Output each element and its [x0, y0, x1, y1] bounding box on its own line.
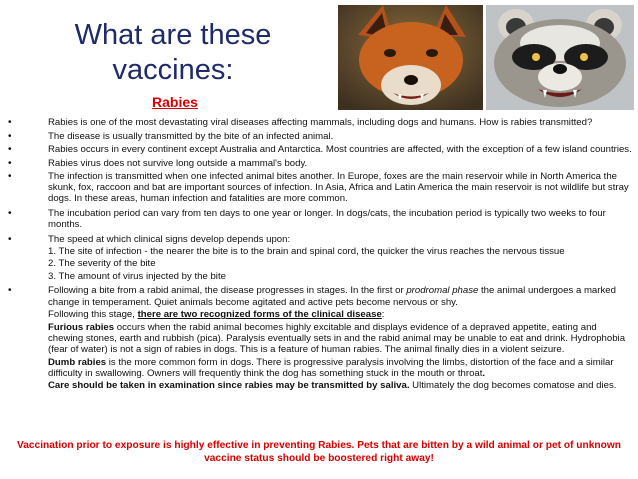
bullet-marker-icon: • — [8, 158, 12, 170]
bullet-marker-icon: • — [8, 117, 12, 128]
bullet-marker-icon: • — [8, 285, 12, 297]
bullet-text: Rabies occurs in every continent except Australia and Antarctica. Most countries are affected, with the exception of a few island countries. — [48, 143, 632, 155]
bullet-text: Rabies virus does not survive long outside a mammal's body. — [48, 158, 308, 170]
raccoon-photo — [486, 5, 634, 110]
furious-rabies-paragraph — [8, 322, 632, 356]
speed-factor-item: 3. The amount of virus injected by the bite — [48, 270, 226, 282]
bullet-marker-icon: • — [8, 233, 12, 245]
bullet-item — [8, 144, 632, 155]
bullet-item-stages — [8, 285, 632, 308]
forms-colon: : — [381, 309, 385, 321]
bullet-marker-icon: • — [8, 131, 12, 143]
forms-emphasis: there are two recognized forms of the clinical disease — [137, 309, 382, 321]
bullet-item — [8, 208, 632, 231]
bullet-marker-icon: • — [8, 143, 12, 155]
stages-intro-a: Following a bite from a rabid animal, the disease progresses in stages. In the first or — [48, 285, 407, 297]
rabies-bullet-list — [8, 117, 632, 392]
bullet-text: The disease is usually transmitted by the bite of an infected animal. — [48, 131, 334, 143]
prodromal-phase-term: prodromal phase — [406, 285, 479, 297]
stages-intro-b: the animal undergoes a marked change in temperament. Quiet animals become agitated and active pets become nervous or shy. — [48, 285, 616, 308]
bullet-item — [8, 131, 632, 142]
clinical-forms-line — [8, 309, 632, 320]
saliva-warning: Care should be taken in examination since rabies may be transmitted by saliva. — [48, 379, 410, 391]
bullet-marker-icon: • — [8, 170, 12, 182]
bullet-item — [8, 234, 632, 245]
dumb-rabies-label: Dumb rabies — [48, 356, 107, 368]
comatose-text: Ultimately the dog becomes comatose and dies. — [409, 379, 617, 391]
speed-factor-item: 2. The severity of the bite — [48, 258, 156, 270]
bullet-item — [8, 117, 632, 128]
vaccination-footer-note: Vaccination prior to exposure is highly effective in preventing Rabies. Pets that are bitten by a wild animal or pet of unknown vaccine status should be boostered right away! — [16, 440, 621, 464]
bullet-text: The infection is transmitted when one infected animal bites another. In Europe, foxes are the main reservoir while in North America the skunk, fox, raccoon and bat are important sources of infection. In Asia, Africa and Latin America the main reservoir is not wildlife but stray dogs. In these areas, human infection and fatalities are more common. — [48, 170, 629, 205]
bullet-item — [8, 158, 632, 169]
speed-factor-item: 1. The site of infection - the nearer the bite is to the brain and spinal cord, the quicker the virus reaches the nervous tissue — [48, 246, 565, 258]
bullet-marker-icon: • — [8, 207, 12, 219]
slide-title: What are these vaccines: — [74, 19, 272, 86]
fox-photo — [338, 5, 483, 110]
bullet-text: The speed at which clinical signs develop depends upon: — [48, 233, 291, 245]
furious-rabies-label: Furious rabies — [48, 321, 115, 333]
bullet-text: Rabies is one of the most devastating viral diseases affecting mammals, including dogs and humans. How is rabies transmitted? — [48, 117, 593, 128]
dumb-rabies-period: . — [482, 368, 486, 380]
dumb-rabies-paragraph — [8, 357, 632, 391]
dumb-rabies-text: is the more common form in dogs. There is progressive paralysis involving the limbs, distortion of the face and a similar difficulty in swallowing. Owners will frequently think the dog has something stuck in the mouth or throat — [48, 356, 614, 380]
furious-rabies-text: occurs when the rabid animal becomes highly excitable and displays evidence of a depraved appetite, eating and chewing stones, earth and rubbish (pica). Paralysis eventually sets in and the rabid animal may be unable to eat and drink. Hydrophobia (fear of water) is not a sign of rabies in dogs. This is a feature of human rabies. The animal finally dies in a violent seizure. — [48, 321, 626, 356]
bullet-item — [8, 171, 632, 205]
section-heading-rabies: Rabies — [152, 94, 198, 110]
bullet-text: The incubation period can vary from ten days to one year or longer. In dogs/cats, the incubation period is typically two weeks to four months. — [48, 207, 606, 231]
forms-lead: Following this stage, — [48, 309, 138, 321]
